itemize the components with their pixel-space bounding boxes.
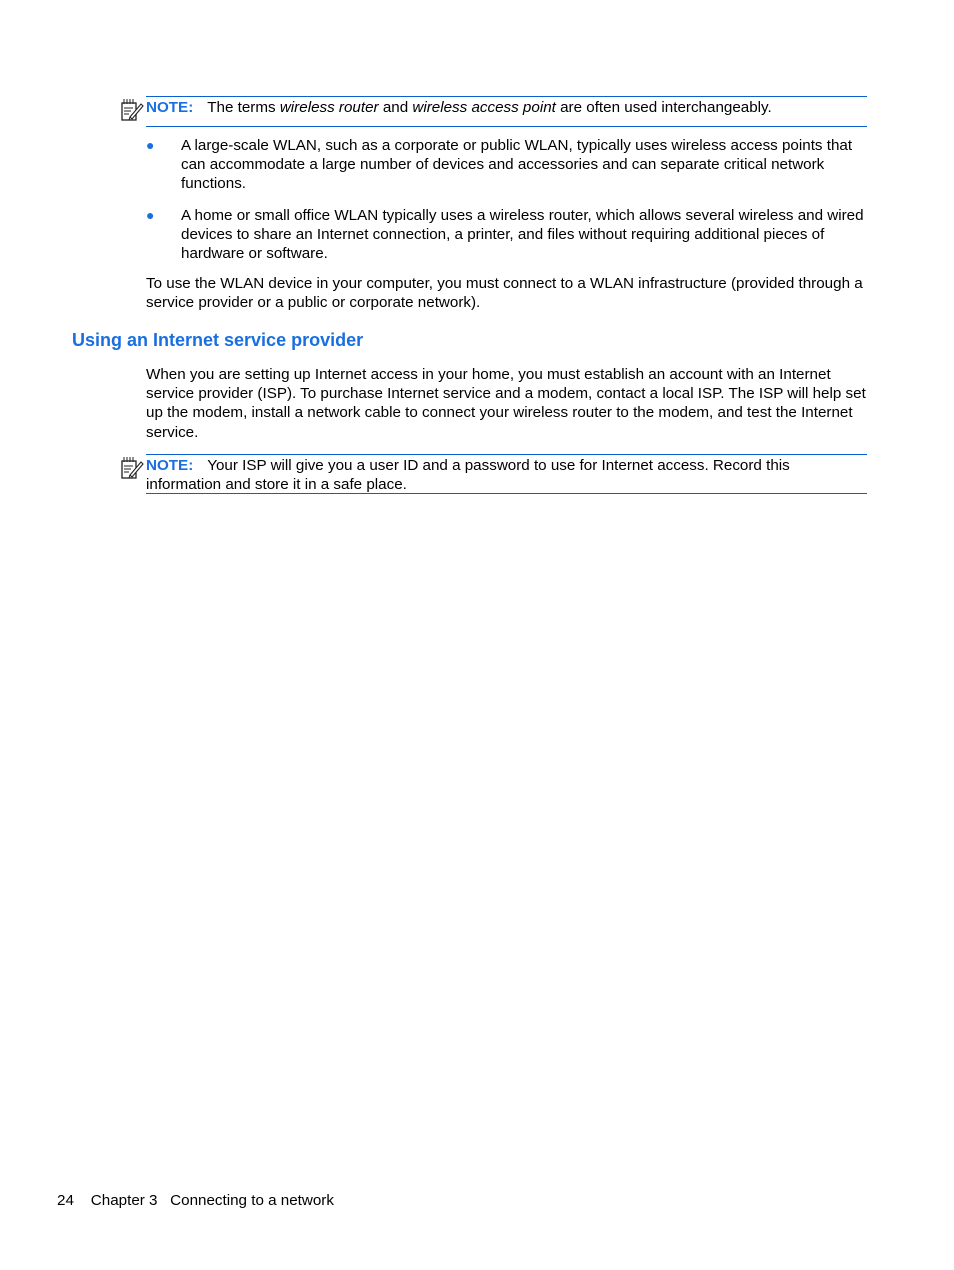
wlan-types-list <box>146 136 867 263</box>
bullet-icon: ● <box>146 206 155 223</box>
note-box-terms <box>146 96 867 127</box>
paragraph-isp: When you are setting up Internet access in your home, you must establish an account with an Internet service provider (ISP). To purchase Internet service and a modem, contact a local ISP. The ISP will help set up the modem, install a network cable to connect your wireless router to the modem, and test the Internet service. <box>146 366 866 441</box>
footer-chapter-title: Connecting to a network <box>170 1192 334 1209</box>
footer-chapter: Chapter 3 <box>90 1192 158 1209</box>
note-text-after: are often used interchangeably. <box>555 99 772 116</box>
note-text-mid: and <box>378 99 413 116</box>
note-term-wireless-access-point: wireless access point <box>412 99 556 116</box>
note-text <box>146 455 867 495</box>
paragraph-wlan-infrastructure: To use the WLAN device in your computer, you must connect to a WLAN infrastructure (provided through a service provider or a public or corporate network). <box>146 275 863 312</box>
section-heading: Using an Internet service provider <box>72 330 364 350</box>
note-text <box>146 97 867 118</box>
page-footer <box>57 1191 334 1210</box>
note-label: NOTE: <box>146 99 194 116</box>
note-text-isp: Your ISP will give you a user ID and a password to use for Internet access. Record this information and store it in a safe place. <box>146 457 790 494</box>
note-label: NOTE: <box>146 457 194 474</box>
note-text-before: The terms <box>207 99 280 116</box>
bullet-icon: ● <box>146 137 155 153</box>
bullet-text-home-office: A home or small office WLAN typically uses a wireless router, which allows several wireless and wired devices to share an Internet connection, a printer, and files without requiring additional pieces of hardware or software. <box>181 206 864 263</box>
list-item <box>146 136 867 194</box>
note-pencil-icon <box>120 97 144 123</box>
note-pencil-icon <box>120 455 144 481</box>
bullet-text-large-scale: A large-scale WLAN, such as a corporate or public WLAN, typically uses wireless access points that can accommodate a large number of devices and accessories and can separate critical network functions. <box>181 137 853 193</box>
note-term-wireless-router: wireless router <box>279 99 379 116</box>
note-box-isp <box>146 454 867 494</box>
page-number: 24 <box>57 1192 74 1209</box>
list-item <box>146 206 867 264</box>
